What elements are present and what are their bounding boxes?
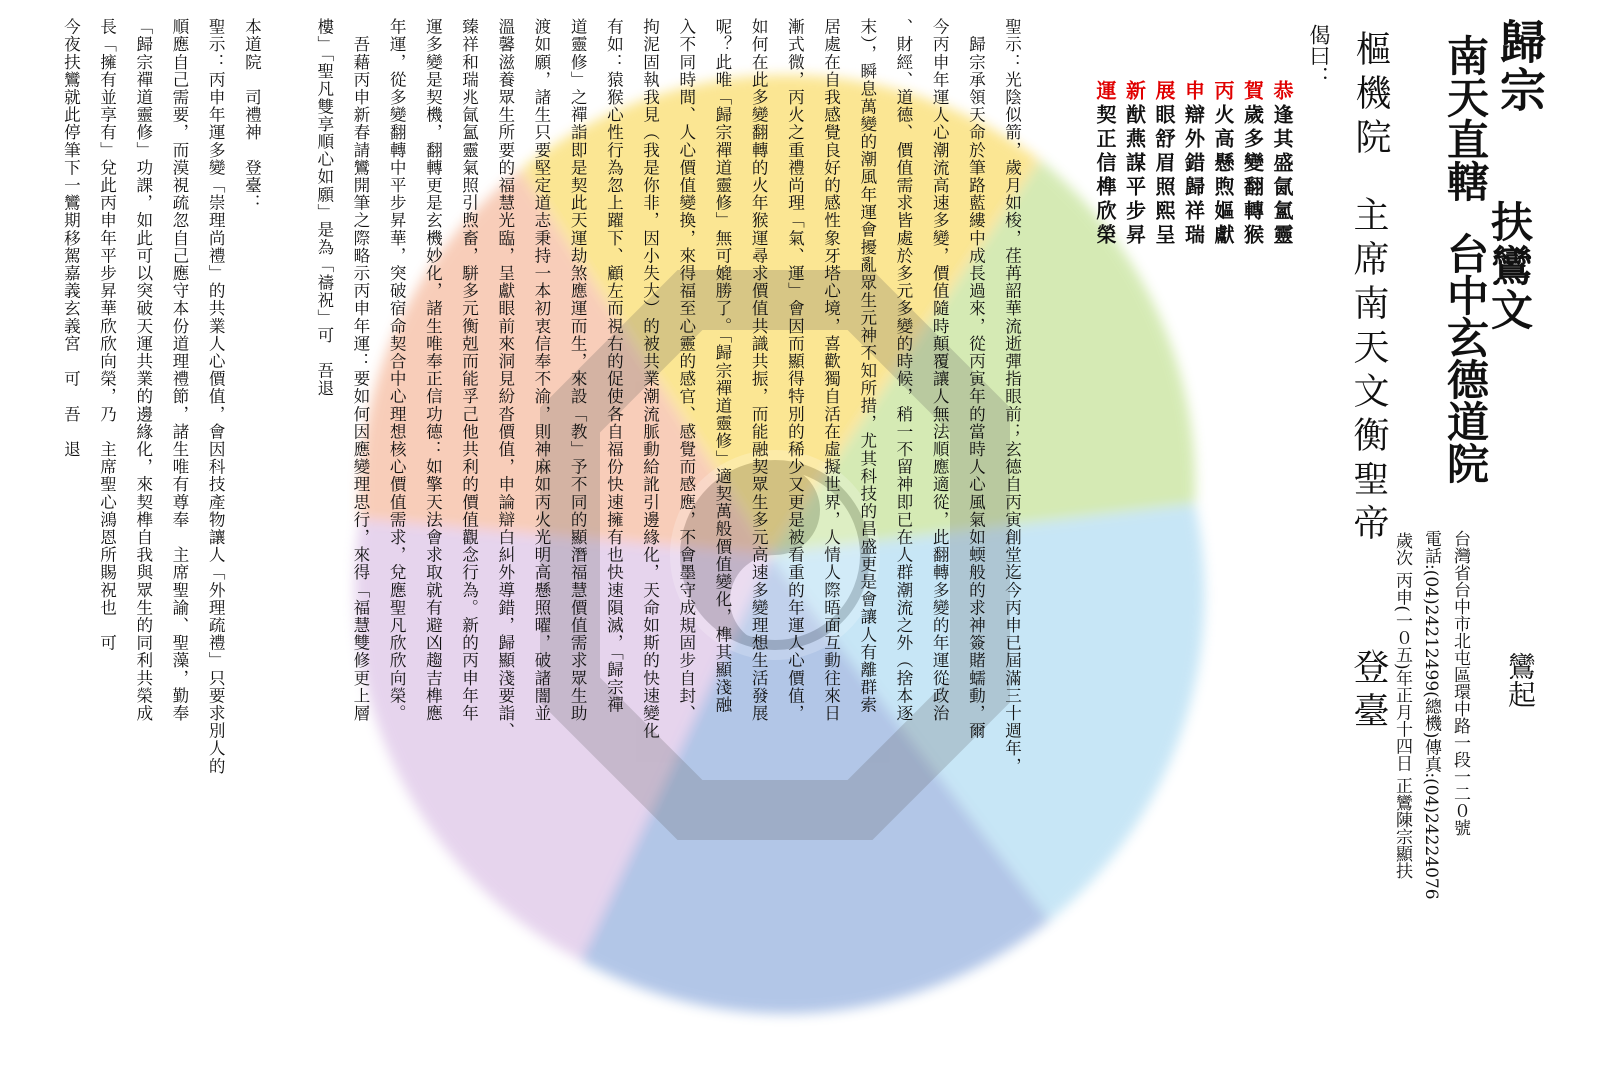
poem-head-char: 新 bbox=[1122, 80, 1147, 104]
body-line: 溫馨滋養眾生所要的福慧光臨，呈獻眼前來洞見紛沓價值，申論辯白糾外導錯，歸顯淺要詣、 bbox=[495, 18, 515, 740]
body-line: 本道院 司禮神 登臺： bbox=[242, 18, 262, 212]
poem-line bbox=[1213, 80, 1233, 248]
title-sub: 扶鸞文 bbox=[1485, 200, 1534, 332]
body-line: 有如：猿猴心性行為忽上躍下、顧左而視右的促使各自福份快速擁有也快速隕滅，「歸宗禪 bbox=[604, 18, 624, 714]
body-line: 今丙申年運人心潮流高速多變，價值隨時顛覆讓人無法順應適從，此翻轉多變的年運從政治 bbox=[930, 18, 950, 722]
luan-qi-label: 鸞起 bbox=[1504, 652, 1537, 708]
poem-head-char: 展 bbox=[1152, 80, 1176, 104]
body-line: 運多變是契機，翻轉更是玄機妙化，諸生唯奉正信功德：如擎天法會求取就有避凶趨吉榫應 bbox=[423, 18, 443, 722]
poem-line-rest: 火高懸煦嫗獻 bbox=[1211, 104, 1235, 248]
presider-name: 主席南天文衡聖帝 bbox=[1348, 196, 1389, 548]
body-line: 渡如願，諸生只要堅定道志秉持一本初衷信奉不渝，則神麻如丙火光明高懸照曜，破諸闇並 bbox=[531, 18, 551, 722]
presider-ascend: 登臺 bbox=[1348, 648, 1389, 736]
body-line: 聖示：丙申年運多變「崇理尚禮」的共業人心價值，會因科技產物讓人「外理疏禮」只要求別人的 bbox=[206, 18, 226, 775]
institute-line1: 南天直轄 bbox=[1441, 34, 1490, 202]
body-line: 道靈修」之禪詣即是契此天運劫煞應運而生，來設「教」予不同的顯潛福慧價值需求眾生助 bbox=[568, 18, 588, 722]
poem-head-char: 恭 bbox=[1270, 80, 1294, 104]
body-line: 順應自己需要，而漠視疏忽自己應守本份道理禮節，諸生唯有尊奉 主席聖諭、聖藻，勤奉 bbox=[169, 18, 189, 722]
session-date: 歲次 丙申(一０五)年正月十四日 正鸞陳宗顯扶 bbox=[1392, 532, 1412, 880]
poem-line-rest: 辯外錯歸祥瑞 bbox=[1181, 104, 1206, 248]
body-line: 漸式微，丙火之重禮尚理「氣、運」會因而顯得特別的稀少又更是被看重的年運人心價值， bbox=[785, 18, 805, 722]
poem-head-char: 申 bbox=[1181, 80, 1206, 104]
body-line: 末），瞬息萬變的潮風年運會擾亂眾生元神不知所措，尤其科技的昌盛更是會讓人有離群索 bbox=[857, 18, 877, 714]
address: 台灣省台中市北屯區環中路一段一二０號 bbox=[1450, 530, 1470, 836]
poem-line bbox=[1240, 80, 1265, 248]
poem-line bbox=[1154, 80, 1174, 248]
body-line: 吾藉丙申新春請鸞開筆之際略示丙申年運：要如何因應變理思行，來得「福慧雙修更上層 bbox=[350, 18, 370, 722]
body-line: 居處在自我感覺良好的感性象牙塔心境，喜歡獨自活在虛擬世界，人情人際晤面互動往來日 bbox=[821, 18, 841, 722]
poem-line bbox=[1095, 80, 1115, 248]
poem-head-char: 賀 bbox=[1240, 80, 1265, 104]
institute-line2: 台中玄德道院 bbox=[1441, 232, 1490, 484]
poem-head-char: 丙 bbox=[1211, 80, 1235, 104]
body-line: 年運，從多變翻轉中平步昇華，突破宿命契合中心理想核心價值需求，兌應聖凡欣欣向榮。 bbox=[387, 18, 407, 722]
poem-line-rest: 契正信榫欣榮 bbox=[1093, 104, 1117, 248]
poem-line-rest: 猷燕謀平步昇 bbox=[1122, 104, 1147, 248]
poem-line-rest: 逢其盛氤氳靈 bbox=[1270, 104, 1294, 248]
body-line: 聖示：光陰似箭，歲月如梭，荏苒韶華流逝彈指眼前；玄德自丙寅創堂迄今丙申已屆滿三十週年， bbox=[1002, 18, 1022, 775]
title-main: 歸宗 bbox=[1493, 18, 1547, 114]
body-line: 呢？此唯「歸宗禪道靈修」無可媲勝了。「歸宗禪道靈修」適契萬般價值變化，榫其顯淺融 bbox=[712, 18, 732, 714]
body-line: 長「擁有並享有」兌此丙申年平步昇華欣欣向榮，乃 主席聖心鴻恩所賜祝也 可 bbox=[97, 18, 117, 652]
body-line: 歸宗承領天命於筆路藍縷中成長過來，從丙寅年的當時人心風氣如蝡般的求神簽賭蠕動，爾 bbox=[966, 18, 986, 740]
body-line: 臻祥和瑞兆氤氳靈氣照引煦畜，駢多元衡剋而能孚己他共利的價值觀念行為。新的丙申年年 bbox=[459, 18, 479, 722]
poem-intro: 偈曰： bbox=[1307, 24, 1331, 87]
poem-line bbox=[1272, 80, 1292, 248]
body-line: 樓」「聖凡雙享順心如願」是為「禱祝」可 吾退 bbox=[314, 18, 334, 397]
body-line: 入不同時間、人心價值變換，來得福至心靈的感官、感覺而感應，不會墨守成規固步自封、 bbox=[676, 18, 696, 722]
body-line: 「歸宗禪道靈修」功課，如此可以突破天運共業的邊緣化，來契榫自我與眾生的同利共榮成 bbox=[133, 18, 153, 722]
presider-org: 樞機院 bbox=[1350, 30, 1391, 162]
phone-fax: 電話:(04)24212499(總機)傳真:(04)24224076 bbox=[1421, 530, 1441, 900]
body-line: 拘泥固執我見（我是你非，因小失大）的被共業潮流脈動給訛引邊緣化，天命如斯的快速變化 bbox=[640, 18, 660, 740]
poem-line-rest: 歲多變翻轉猴 bbox=[1240, 104, 1265, 248]
body-line: 如何在此多變翻轉的火年猴運尋求價值共識共振，而能融契眾生多元高速多變理想生活發展 bbox=[749, 18, 769, 722]
poem-head-char: 運 bbox=[1093, 80, 1117, 104]
body-line: 、財經、道德、價值需求皆處於多元多變的時候，稍一不留神即已在人群潮流之外（捨本逐 bbox=[893, 18, 913, 722]
poem-line bbox=[1181, 80, 1206, 248]
poem-line bbox=[1122, 80, 1147, 248]
body-line: 今夜扶鸞就此停筆下一鸞期移駕嘉義玄義宮 可 吾 退 bbox=[61, 18, 81, 458]
poem-line-rest: 眼舒眉照熙呈 bbox=[1152, 104, 1176, 248]
